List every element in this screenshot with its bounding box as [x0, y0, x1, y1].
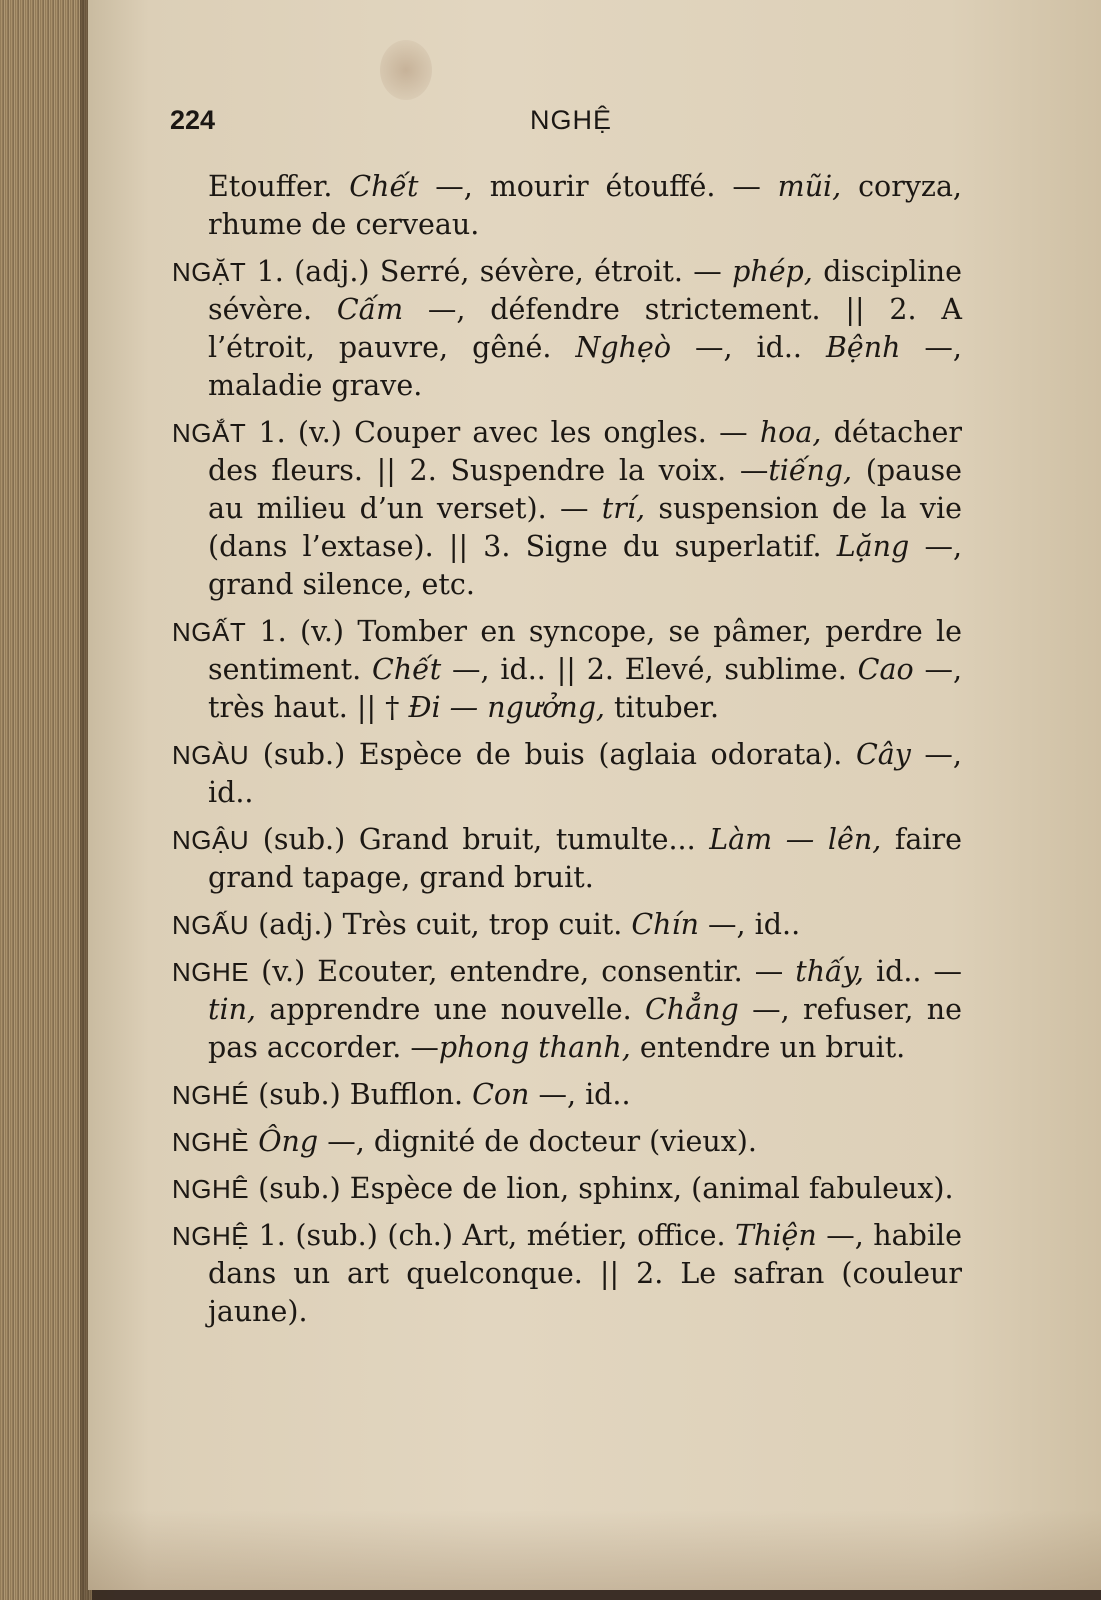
- definition-text: coryza, rhume de cerveau.: [208, 170, 962, 241]
- definition-text: (sub.) Espèce de lion, sphinx, (animal fabuleux).: [249, 1172, 954, 1205]
- vietnamese-term: mũi,: [777, 170, 842, 203]
- definition-text: (sub.) Espèce de buis (aglaia odorata).: [249, 738, 856, 771]
- definition-text: —, maladie grave.: [208, 331, 962, 402]
- entry-ngat2: [172, 414, 962, 604]
- headword: NGẤT: [172, 617, 247, 647]
- definition-text: (pause au milieu d’un verset). —: [208, 454, 963, 525]
- headword: NGHE: [172, 957, 250, 987]
- entry-nghe5: [172, 1217, 962, 1331]
- headword: NGHÉ: [172, 1080, 250, 1110]
- definition-text: —, id..: [529, 1078, 631, 1111]
- definition-text: —, id..: [208, 738, 962, 809]
- definition-text: id.. —: [863, 955, 962, 988]
- definition-text: —, grand silence, etc.: [208, 530, 962, 601]
- definition-text: (adj.) Très cuit, trop cuit.: [249, 908, 632, 941]
- definition-text: faire grand tapage, grand bruit.: [208, 823, 962, 894]
- definition-text: —, habile dans un art quelconque. || 2. Le safran (couleur jaune).: [208, 1219, 962, 1328]
- entry-ngau3: [172, 906, 962, 944]
- definition-text: (sub.) Bufflon.: [249, 1078, 473, 1111]
- entry-nghe2: [172, 1076, 962, 1114]
- page-number: 224: [170, 105, 216, 135]
- headword: NGHÈ: [172, 1127, 250, 1157]
- vietnamese-term: Chết: [372, 653, 442, 686]
- headword: NGẮT: [172, 418, 247, 448]
- headword: NGÀU: [172, 740, 250, 770]
- definition-text: 1. (v.) Tomber en syncope, se pâmer, perdre le sentiment.: [208, 615, 962, 686]
- vietnamese-term: trí,: [601, 492, 646, 525]
- entry-nghe1: [172, 953, 962, 1067]
- entry-nghe3: [172, 1123, 962, 1161]
- entry-nghe4: [172, 1170, 962, 1208]
- definition-text: —, id..: [698, 908, 801, 941]
- definition-text: entendre un bruit.: [630, 1031, 906, 1064]
- definition-text: 1. (sub.) (ch.) Art, métier, office.: [249, 1219, 736, 1252]
- vietnamese-term: Ông: [258, 1125, 319, 1158]
- vietnamese-term: Làm — lên,: [709, 823, 882, 856]
- definition-text: —, id.. || 2. Elevé, sublime.: [441, 653, 858, 686]
- entry-ngat3: [172, 613, 962, 727]
- definition-text: détacher des fleurs. || 2. Suspendre la voix. —: [208, 416, 962, 487]
- definition-text: tituber.: [605, 691, 720, 724]
- running-head: [170, 105, 970, 145]
- definition-text: —, très haut. || †: [208, 653, 962, 724]
- vietnamese-term: phép,: [732, 255, 813, 288]
- vietnamese-term: Chín: [631, 908, 699, 941]
- paper-stain: [380, 40, 432, 100]
- vietnamese-term: Cao: [857, 653, 914, 686]
- dictionary-entries: [172, 168, 962, 1340]
- vietnamese-term: Nghẹò: [575, 331, 671, 364]
- vietnamese-term: Cây: [855, 738, 911, 771]
- vietnamese-term: tiếng,: [768, 454, 853, 487]
- headword: NGHÊ: [172, 1174, 250, 1204]
- definition-text: suspension de la vie (dans l’extase). || 3. Signe du superlatif.: [208, 492, 962, 563]
- vietnamese-term: Cấm: [336, 293, 404, 326]
- definition-text: —, dignité de docteur (vieux).: [318, 1125, 757, 1158]
- headword: NGẬU: [172, 825, 250, 855]
- vietnamese-term: Lặng: [836, 530, 910, 563]
- vietnamese-term: hoa,: [759, 416, 822, 449]
- entry-ngau1: [172, 736, 962, 812]
- vietnamese-term: tin,: [208, 993, 256, 1026]
- entry-etouffer: [172, 168, 962, 244]
- definition-text: 1. (v.) Couper avec les ongles. —: [246, 416, 760, 449]
- vietnamese-term: Chẳng: [644, 993, 739, 1026]
- entry-ngat1: [172, 253, 962, 405]
- vietnamese-term: Con: [472, 1078, 530, 1111]
- definition-text: discipline sévère.: [208, 255, 962, 326]
- vietnamese-term: phong thanh,: [438, 1031, 631, 1064]
- definition-text: [249, 1125, 258, 1158]
- definition-text: (v.) Ecouter, entendre, consentir. —: [249, 955, 796, 988]
- definition-text: (sub.) Grand bruit, tumulte...: [249, 823, 710, 856]
- definition-text: apprendre une nouvelle.: [255, 993, 645, 1026]
- definition-text: 1. (adj.) Serré, sévère, étroit. —: [246, 255, 733, 288]
- vietnamese-term: Đi — ngưởng,: [408, 691, 605, 724]
- definition-text: —, mourir étouffé. —: [418, 170, 778, 203]
- vietnamese-term: Chết: [349, 170, 419, 203]
- definition-text: —, refuser, ne pas accorder. —: [208, 993, 962, 1064]
- vietnamese-term: Bệnh: [825, 331, 901, 364]
- headword: NGHỆ: [172, 1221, 250, 1251]
- page-edges: [0, 0, 92, 1600]
- vietnamese-term: Thiện: [735, 1219, 817, 1252]
- headword: NGẶT: [172, 257, 247, 287]
- vietnamese-term: thấy,: [795, 955, 864, 988]
- definition-text: Etouffer.: [208, 170, 350, 203]
- definition-text: —, id..: [671, 331, 826, 364]
- headword: NGẤU: [172, 910, 250, 940]
- entry-ngau2: [172, 821, 962, 897]
- definition-text: —, défendre strictement. || 2. A l’étroit, pauvre, gêné.: [208, 293, 962, 364]
- header-word: NGHỆ: [530, 105, 613, 135]
